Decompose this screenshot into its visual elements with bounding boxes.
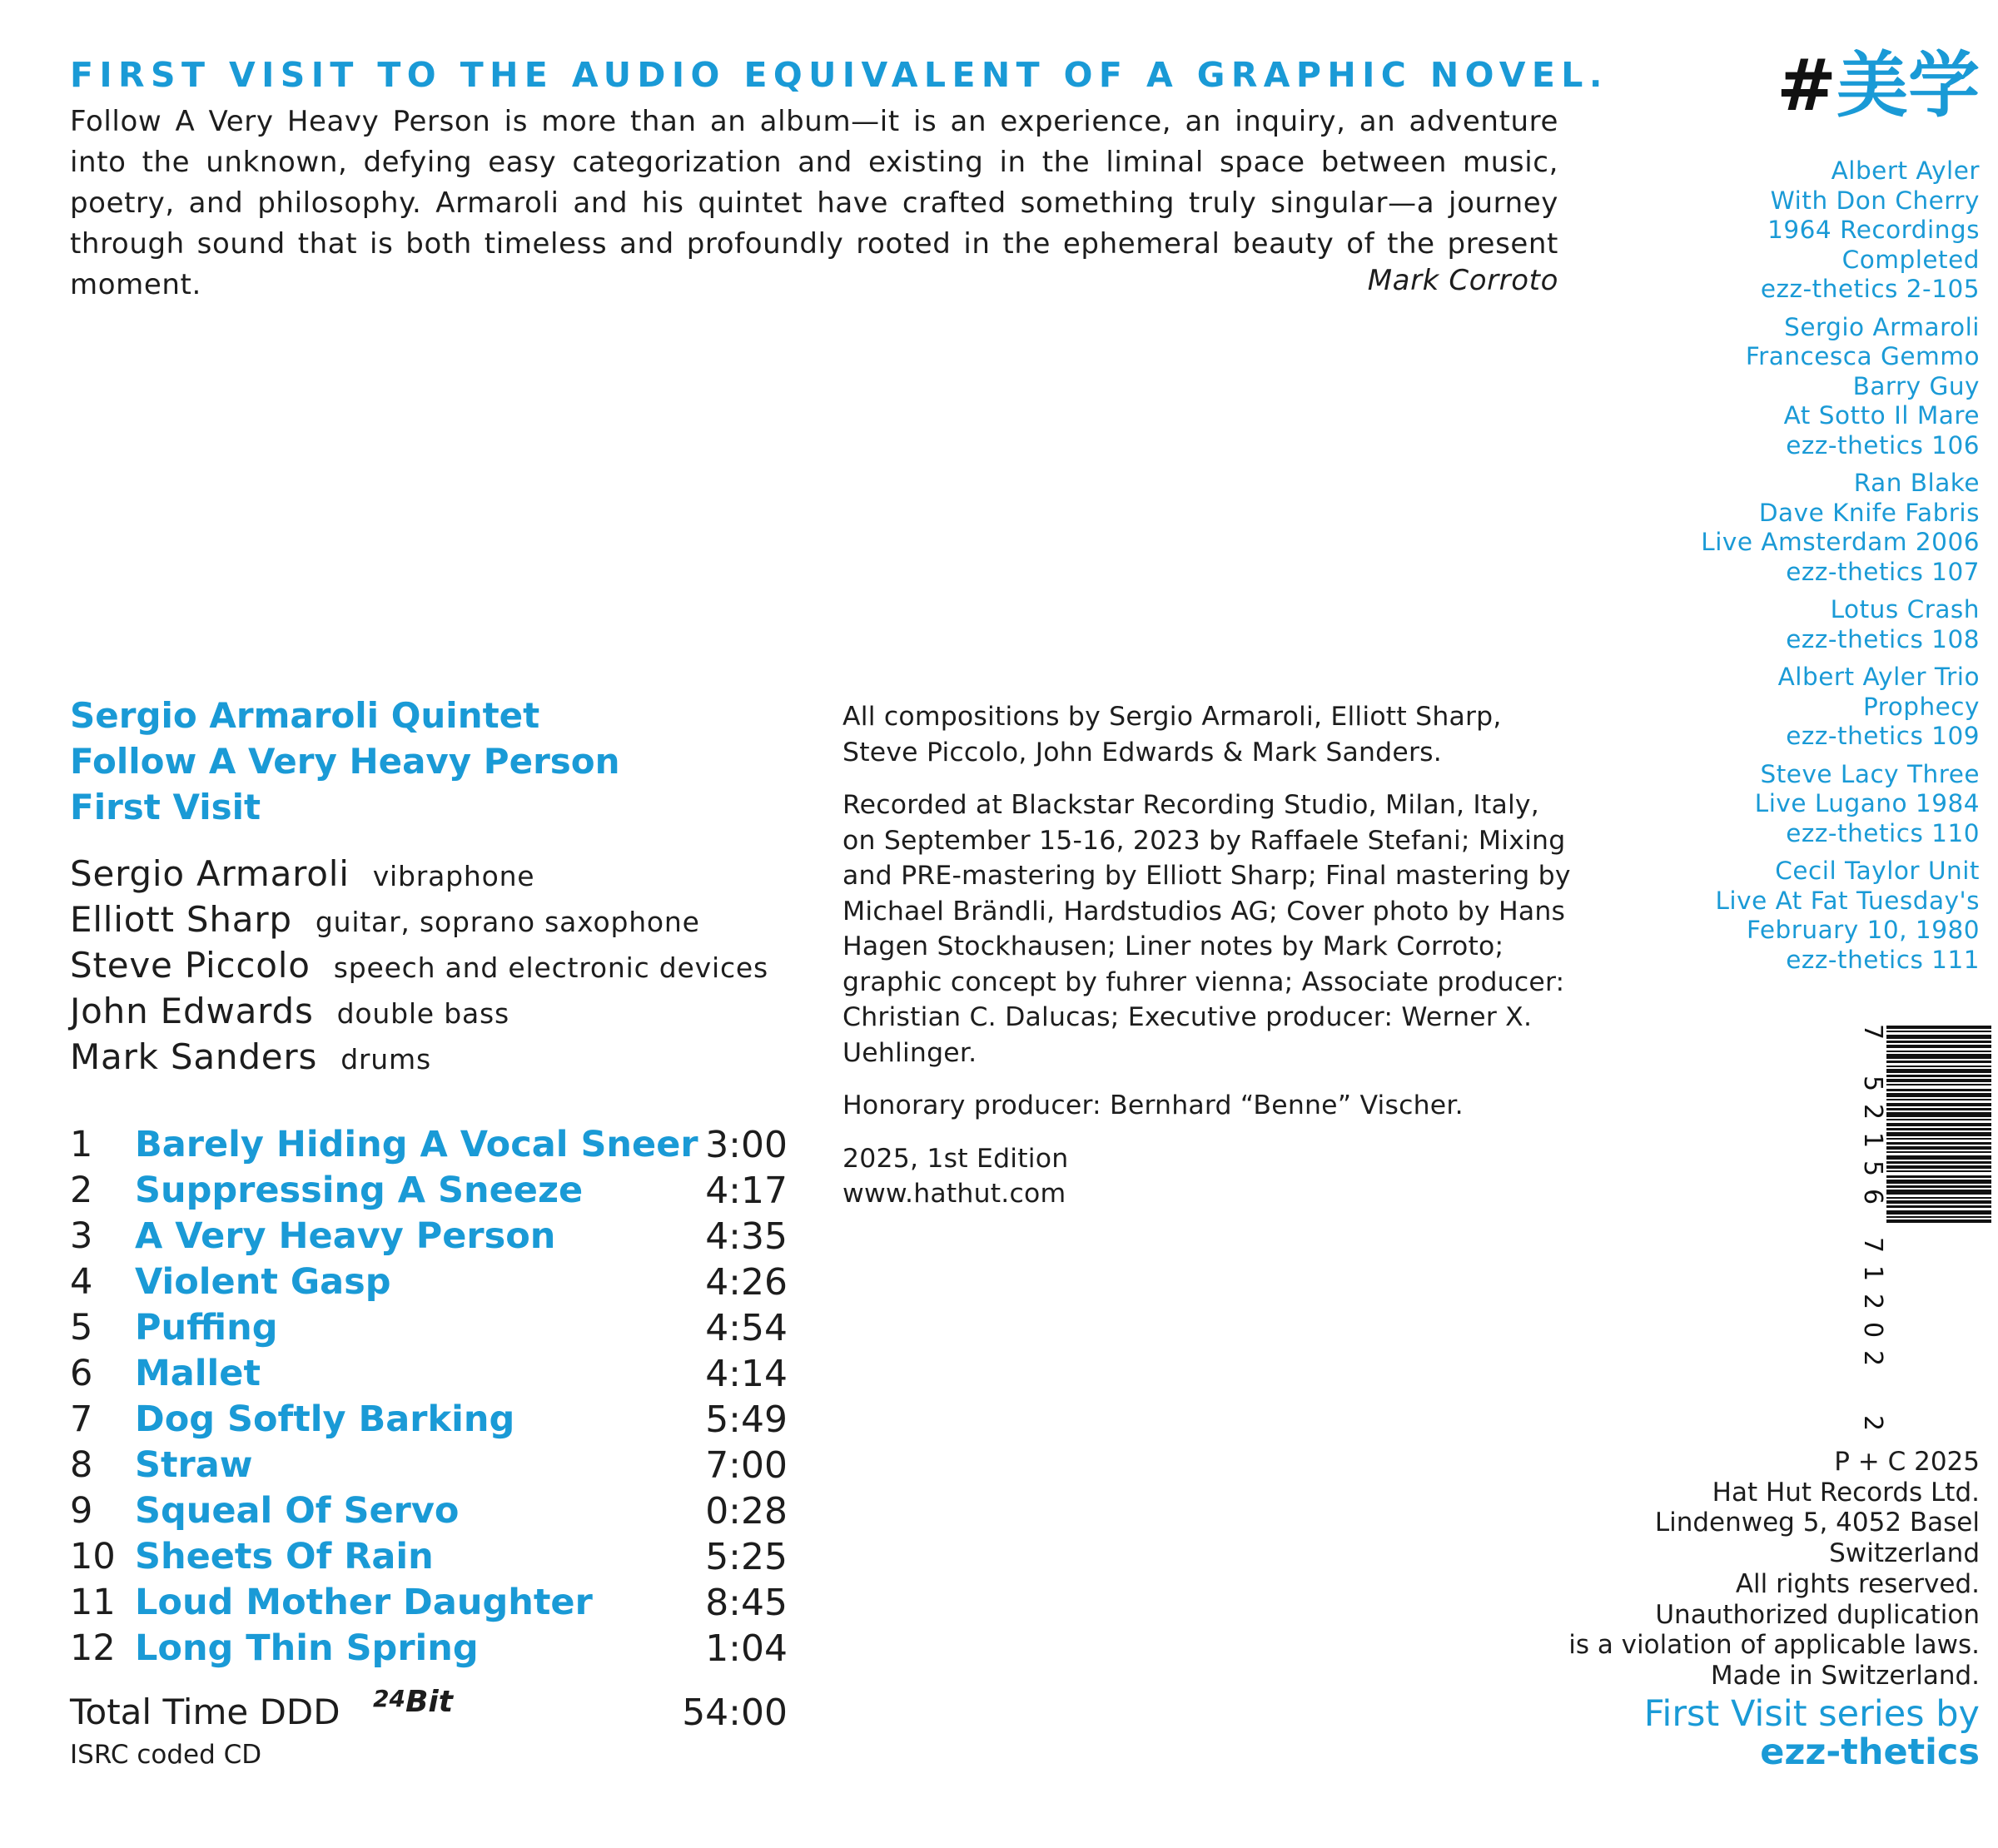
- track-number: 6: [70, 1353, 93, 1394]
- musician-name: John Edwards: [70, 991, 314, 1031]
- catalog-entry: [1630, 595, 1980, 654]
- barcode-bar: [1886, 1142, 1991, 1145]
- catalog-line: Live Amsterdam 2006: [1701, 528, 1980, 556]
- headline: FIRST VISIT TO THE AUDIO EQUIVALENT OF A GRAPHIC NOVEL.: [70, 55, 1608, 95]
- track-time: 5:49: [705, 1398, 788, 1441]
- barcode-digit: 2: [1858, 1294, 1887, 1310]
- label-info-line: Switzerland: [1829, 1538, 1980, 1569]
- barcode-bar: [1886, 1069, 1991, 1073]
- track-row: [70, 1627, 788, 1673]
- label-info: [1513, 1447, 1980, 1692]
- credits-recording: Recorded at Blackstar Recording Studio, Milan, Italy, on September 15-16, 2023 by Raffaele Stefani; Mixing and PRE-mastering by Elliott Sharp; Final mastering by Michael Brändli, Hardstudios AG; Cover photo by Hans Hagen Stockhausen; Liner notes by Mark Corroto; graphic concept by fuhrer vienna; Associate producer: Christian C. Dalucas; Executive producer: Werner X. Uehlinger.: [842, 790, 1571, 1068]
- barcode-bar: [1886, 1051, 1991, 1052]
- track-time: 4:35: [705, 1215, 788, 1258]
- personnel-list: [70, 853, 768, 1082]
- catalog-entry: [1630, 663, 1980, 752]
- track-time: 8:45: [705, 1582, 788, 1624]
- label-info-line: Made in Switzerland.: [1710, 1660, 1980, 1691]
- catalog-line: ezz-thetics 108: [1786, 624, 1980, 653]
- track-title: Long Thin Spring: [135, 1627, 479, 1669]
- logo-hash: #: [1776, 44, 1836, 127]
- logo-chars: 美学: [1836, 44, 1980, 127]
- barcode-bar: [1886, 1210, 1991, 1215]
- label-info-line: P + C 2025: [1834, 1447, 1980, 1477]
- barcode-bar: [1886, 1132, 1991, 1136]
- track-number: 11: [70, 1582, 116, 1623]
- personnel-row: [70, 853, 768, 899]
- track-title: Barely Hiding A Vocal Sneer: [135, 1124, 698, 1165]
- album-artist: Sergio Armaroli Quintet: [70, 695, 540, 736]
- personnel-row: [70, 1036, 768, 1082]
- barcode-bar: [1886, 1031, 1991, 1032]
- track-number: 12: [70, 1627, 116, 1669]
- track-row: [70, 1215, 788, 1261]
- barcode-digit: 2: [1858, 1415, 1887, 1432]
- barcode-bar: [1886, 1123, 1991, 1126]
- barcode-bar: [1886, 1099, 1991, 1100]
- catalog-line: Albert Ayler Trio: [1777, 663, 1980, 691]
- track-number: 1: [70, 1124, 93, 1165]
- barcode-bar: [1886, 1155, 1991, 1160]
- catalog-line: Steve Lacy Three: [1760, 759, 1980, 788]
- track-row: [70, 1307, 788, 1353]
- catalog-line: ezz-thetics 106: [1786, 430, 1980, 460]
- tracklist: [70, 1124, 788, 1673]
- series-text: First Visit series by: [1643, 1693, 1980, 1735]
- barcode-bar: [1886, 1200, 1991, 1204]
- track-time: 0:28: [705, 1490, 788, 1533]
- catalog-line: ezz-thetics 109: [1786, 722, 1980, 750]
- catalog-line: ezz-thetics 2-105: [1760, 275, 1980, 303]
- credits-edition: 2025, 1st Edition: [842, 1143, 1069, 1174]
- barcode-digit: 7: [1858, 1024, 1887, 1041]
- total-time-row: [70, 1685, 788, 1741]
- credits-website: www.hathut.com: [842, 1179, 1066, 1209]
- catalog-line: Live Lugano 1984: [1754, 789, 1980, 817]
- catalog-line: At Sotto Il Mare: [1783, 401, 1980, 430]
- barcode-bar: [1886, 1084, 1991, 1085]
- barcode-bar: [1886, 1190, 1991, 1195]
- barcode-bar: [1886, 1035, 1991, 1039]
- track-number: 5: [70, 1307, 93, 1349]
- catalog-entry: [1630, 313, 1980, 461]
- musician-instrument: speech and electronic devices: [333, 951, 768, 984]
- catalog-line: Albert Ayler: [1831, 156, 1980, 185]
- track-row: [70, 1261, 788, 1307]
- barcode-bar: [1886, 1041, 1991, 1043]
- 24bit-badge: 24Bit: [373, 1685, 453, 1719]
- track-time: 7:00: [705, 1444, 788, 1487]
- track-row: [70, 1444, 788, 1490]
- catalog-line: Barry Guy: [1852, 371, 1980, 400]
- barcode-bar: [1886, 1093, 1991, 1097]
- musician-name: Sergio Armaroli: [70, 853, 350, 894]
- catalog-entry: [1630, 156, 1980, 305]
- label-info-line: All rights reserved.: [1735, 1568, 1980, 1599]
- credits-compositions: All compositions by Sergio Armaroli, Elliott Sharp, Steve Piccolo, John Edwards & Mark Sanders.: [842, 702, 1502, 768]
- barcode-digit: 7: [1858, 1237, 1887, 1254]
- track-time: 3:00: [705, 1124, 788, 1166]
- track-row: [70, 1398, 788, 1444]
- track-row: [70, 1582, 788, 1627]
- barcode-digit: 2: [1858, 1104, 1887, 1120]
- label-info-line: is a violation of applicable laws.: [1568, 1630, 1980, 1661]
- album-title: Follow A Very Heavy Person: [70, 741, 620, 782]
- barcode-bar: [1886, 1197, 1991, 1199]
- barcode-digit: 6: [1858, 1189, 1887, 1205]
- barcode-bar: [1886, 1026, 1991, 1029]
- catalog-line: Prophecy: [1862, 692, 1980, 721]
- intro-author: Mark Corroto: [1367, 264, 1558, 297]
- musician-name: Elliott Sharp: [70, 899, 292, 940]
- track-time: 4:17: [705, 1170, 788, 1212]
- catalog-entry: [1630, 760, 1980, 849]
- track-title: Squeal Of Servo: [135, 1490, 460, 1532]
- isrc-note: ISRC coded CD: [70, 1740, 262, 1770]
- total-time: 54:00: [682, 1692, 788, 1734]
- catalog-line: ezz-thetics 111: [1786, 945, 1980, 974]
- track-time: 4:14: [705, 1353, 788, 1395]
- track-time: 4:54: [705, 1307, 788, 1349]
- catalog-line: Sergio Armaroli: [1784, 312, 1980, 341]
- label-info-line: Hat Hut Records Ltd.: [1712, 1477, 1980, 1508]
- track-number: 10: [70, 1536, 116, 1577]
- track-row: [70, 1170, 788, 1215]
- catalog-list: [1630, 156, 1980, 983]
- catalog-line: 1964 Recordings: [1767, 216, 1980, 244]
- catalog-entry: [1630, 857, 1980, 975]
- label-info-line: Unauthorized duplication: [1655, 1599, 1980, 1630]
- barcode-bar: [1886, 1045, 1991, 1048]
- barcode-bar: [1886, 1108, 1991, 1110]
- barcode-bar: [1886, 1089, 1991, 1091]
- catalog-line: ezz-thetics 107: [1786, 557, 1980, 586]
- intro-paragraph: Follow A Very Heavy Person is more than an album—it is an experience, an inquiry, an adventure into the unknown, defying easy categorization and existing in the liminal space between music, poetry, and philosophy. Armaroli and his quintet have crafted something truly singular—a journey through sound that is both timeless and profoundly rooted in the ephemeral beauty of the present moment.: [70, 105, 1558, 301]
- label-info-line: Lindenweg 5, 4052 Basel: [1654, 1508, 1980, 1538]
- track-number: 2: [70, 1170, 93, 1211]
- musician-name: Mark Sanders: [70, 1036, 318, 1077]
- barcode-bar: [1886, 1112, 1991, 1117]
- barcode-digit: 0: [1858, 1322, 1887, 1339]
- track-title: Loud Mother Daughter: [135, 1582, 593, 1623]
- track-row: [70, 1353, 788, 1398]
- catalog-line: Dave Knife Fabris: [1758, 498, 1980, 527]
- track-number: 4: [70, 1261, 93, 1303]
- barcode-bar: [1886, 1165, 1991, 1169]
- musician-instrument: drums: [340, 1043, 431, 1076]
- catalog-line: Completed: [1841, 245, 1980, 274]
- track-row: [70, 1536, 788, 1582]
- barcode-bar: [1886, 1185, 1991, 1188]
- barcode-bar: [1886, 1151, 1991, 1153]
- barcode-bar: [1886, 1146, 1991, 1150]
- track-title: Violent Gasp: [135, 1261, 391, 1303]
- personnel-row: [70, 991, 768, 1036]
- barcode-digit: 1: [1858, 1132, 1887, 1149]
- track-row: [70, 1490, 788, 1536]
- track-time: 1:04: [705, 1627, 788, 1670]
- barcode-bar: [1886, 1161, 1991, 1164]
- series-brand: ezz-thetics: [1760, 1731, 1980, 1773]
- album-series: First Visit: [70, 787, 261, 827]
- barcode-bar: [1886, 1066, 1991, 1067]
- barcode-digit: 5: [1858, 1076, 1887, 1092]
- catalog-line: February 10, 1980: [1747, 916, 1980, 944]
- barcode-bar: [1886, 1175, 1991, 1178]
- catalog-entry: [1630, 469, 1980, 587]
- track-title: Mallet: [135, 1353, 261, 1394]
- barcode-bar: [1886, 1138, 1991, 1140]
- catalog-line: Cecil Taylor Unit: [1775, 857, 1980, 885]
- barcode-bar: [1886, 1220, 1991, 1223]
- musician-instrument: double bass: [336, 997, 509, 1030]
- track-title: Straw: [135, 1444, 253, 1486]
- track-time: 4:26: [705, 1261, 788, 1304]
- barcode-bar: [1886, 1079, 1991, 1082]
- catalog-line: ezz-thetics 110: [1786, 818, 1980, 847]
- barcode-bar: [1886, 1128, 1991, 1130]
- barcode-bar: [1886, 1170, 1991, 1172]
- track-title: Dog Softly Barking: [135, 1398, 515, 1440]
- ezz-thetics-logo: [1776, 44, 1980, 127]
- barcode-bar: [1886, 1205, 1991, 1208]
- album-title-block: [70, 693, 620, 830]
- catalog-line: Francesca Gemmo: [1745, 342, 1980, 370]
- barcode-bar: [1886, 1180, 1991, 1184]
- barcode-digit: 5: [1858, 1160, 1887, 1177]
- catalog-line: With Don Cherry: [1770, 186, 1980, 215]
- track-title: Suppressing A Sneeze: [135, 1170, 584, 1211]
- personnel-row: [70, 899, 768, 945]
- barcode-bar: [1886, 1103, 1991, 1106]
- musician-instrument: guitar, soprano saxophone: [315, 906, 700, 938]
- barcode-bar: [1886, 1075, 1991, 1077]
- series-footer: [1644, 1695, 1980, 1771]
- track-title: Sheets Of Rain: [135, 1536, 434, 1577]
- catalog-line: Ran Blake: [1853, 469, 1980, 497]
- barcode-digit: 1: [1858, 1265, 1887, 1282]
- track-number: 8: [70, 1444, 93, 1486]
- barcode-bar: [1886, 1061, 1991, 1063]
- track-title: Puffing: [135, 1307, 278, 1349]
- total-label: Total Time DDD: [70, 1692, 340, 1732]
- track-row: [70, 1124, 788, 1170]
- track-number: 7: [70, 1398, 93, 1440]
- barcode-bar: [1886, 1054, 1991, 1059]
- barcode-bar: [1886, 1216, 1991, 1218]
- musician-name: Steve Piccolo: [70, 945, 311, 986]
- barcode-digit: 2: [1858, 1350, 1887, 1367]
- musician-instrument: vibraphone: [372, 860, 535, 892]
- track-number: 9: [70, 1490, 93, 1532]
- credits-honorary: Honorary producer: Bernhard “Benne” Vischer.: [842, 1090, 1464, 1120]
- track-title: A Very Heavy Person: [135, 1215, 556, 1257]
- track-number: 3: [70, 1215, 93, 1257]
- credits-block: [842, 699, 1575, 1212]
- catalog-line: Lotus Crash: [1830, 595, 1980, 623]
- track-time: 5:25: [705, 1536, 788, 1578]
- barcode-bar: [1886, 1119, 1991, 1120]
- personnel-row: [70, 945, 768, 991]
- catalog-line: Live At Fat Tuesday's: [1715, 886, 1980, 915]
- barcode: [1853, 1019, 1993, 1432]
